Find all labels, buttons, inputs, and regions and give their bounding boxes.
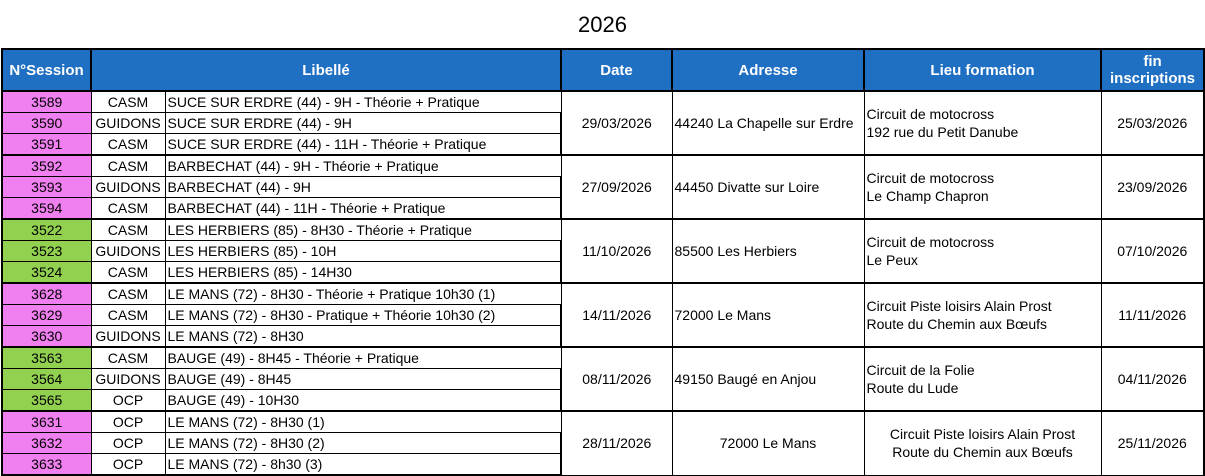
session-number-cell: 3524	[2, 262, 91, 284]
fin-inscriptions-cell: 25/11/2026	[1101, 411, 1204, 475]
libelle-cell: LE MANS (72) - 8H30 - Théorie + Pratique 10h30 (1)	[165, 283, 561, 305]
session-number-cell: 3594	[2, 198, 91, 220]
table-row	[2, 91, 1204, 113]
header-libelle: Libellé	[91, 49, 561, 91]
session-number-cell: 3630	[2, 326, 91, 348]
header-row	[2, 49, 1204, 91]
table-row	[2, 411, 1204, 433]
lieu-formation-cell	[864, 283, 1101, 347]
date-cell: 08/11/2026	[561, 347, 672, 411]
session-type-cell: OCP	[91, 390, 165, 412]
header-fin-line1: fin	[1143, 53, 1162, 70]
header-fin-inscriptions	[1101, 49, 1204, 91]
session-number-cell: 3589	[2, 91, 91, 113]
session-type-cell: GUIDONS	[91, 113, 165, 134]
libelle-cell: LES HERBIERS (85) - 14H30	[165, 262, 561, 284]
libelle-cell: LES HERBIERS (85) - 8H30 - Théorie + Pratique	[165, 219, 561, 241]
fin-inscriptions-cell: 11/11/2026	[1101, 283, 1204, 347]
libelle-cell: BARBECHAT (44) - 9H - Théorie + Pratique	[165, 155, 561, 177]
session-type-cell: CASM	[91, 305, 165, 326]
table-row	[2, 283, 1204, 305]
libelle-cell: SUCE SUR ERDRE (44) - 9H	[165, 113, 561, 134]
libelle-cell: LE MANS (72) - 8h30 (3)	[165, 454, 561, 476]
fin-inscriptions-cell: 25/03/2026	[1101, 91, 1204, 155]
adresse-cell: 49150 Baugé en Anjou	[672, 347, 864, 411]
session-number-cell: 3563	[2, 347, 91, 369]
fin-inscriptions-cell: 04/11/2026	[1101, 347, 1204, 411]
header-lieu: Lieu formation	[864, 49, 1101, 91]
adresse-cell: 72000 Le Mans	[672, 411, 864, 475]
session-number-cell: 3593	[2, 177, 91, 198]
header-session: N°Session	[2, 49, 91, 91]
libelle-cell: BAUGE (49) - 8H45 - Théorie + Pratique	[165, 347, 561, 369]
header-date: Date	[561, 49, 672, 91]
session-type-cell: GUIDONS	[91, 369, 165, 390]
session-type-cell: GUIDONS	[91, 177, 165, 198]
lieu-formation-cell	[864, 411, 1101, 475]
session-type-cell: CASM	[91, 283, 165, 305]
session-type-cell: CASM	[91, 347, 165, 369]
libelle-cell: BAUGE (49) - 8H45	[165, 369, 561, 390]
lieu-formation-cell	[864, 155, 1101, 219]
lieu-line: Circuit de motocross	[866, 234, 995, 250]
session-type-cell: CASM	[91, 219, 165, 241]
lieu-line: Circuit Piste loisirs Alain Prost	[866, 298, 1052, 314]
session-type-cell: OCP	[91, 454, 165, 476]
lieu-line: Circuit de la Folie	[866, 362, 975, 378]
lieu-line: Route du Chemin aux Bœufs	[866, 316, 1048, 332]
session-number-cell: 3628	[2, 283, 91, 305]
session-number-cell: 3632	[2, 433, 91, 454]
date-cell: 28/11/2026	[561, 411, 672, 475]
header-fin-line2: inscriptions	[1110, 70, 1196, 87]
session-number-cell: 3592	[2, 155, 91, 177]
libelle-cell: BARBECHAT (44) - 11H - Théorie + Pratique	[165, 198, 561, 220]
table-row	[2, 347, 1204, 369]
session-number-cell: 3631	[2, 411, 91, 433]
adresse-cell: 44450 Divatte sur Loire	[672, 155, 864, 219]
adresse-cell: 85500 Les Herbiers	[672, 219, 864, 283]
session-type-cell: CASM	[91, 91, 165, 113]
libelle-cell: BARBECHAT (44) - 9H	[165, 177, 561, 198]
adresse-cell: 44240 La Chapelle sur Erdre	[672, 91, 864, 155]
date-cell: 29/03/2026	[561, 91, 672, 155]
libelle-cell: SUCE SUR ERDRE (44) - 11H - Théorie + Pratique	[165, 134, 561, 156]
lieu-line: Circuit de motocross	[866, 106, 995, 122]
fin-inscriptions-cell: 07/10/2026	[1101, 219, 1204, 283]
session-type-cell: OCP	[91, 411, 165, 433]
sessions-body	[2, 91, 1204, 475]
libelle-cell: LE MANS (72) - 8H30 - Pratique + Théorie 10h30 (2)	[165, 305, 561, 326]
session-number-cell: 3522	[2, 219, 91, 241]
session-type-cell: OCP	[91, 433, 165, 454]
session-number-cell: 3591	[2, 134, 91, 156]
lieu-line: Route du Chemin aux Bœufs	[892, 444, 1073, 461]
libelle-cell: BAUGE (49) - 10H30	[165, 390, 561, 412]
lieu-line: Route du Lude	[866, 380, 959, 396]
session-number-cell: 3633	[2, 454, 91, 476]
lieu-line: Le Champ Chapron	[866, 188, 989, 204]
libelle-cell: LE MANS (72) - 8H30	[165, 326, 561, 348]
lieu-line: Circuit de motocross	[866, 170, 995, 186]
session-number-cell: 3564	[2, 369, 91, 390]
libelle-cell: LE MANS (72) - 8H30 (1)	[165, 411, 561, 433]
session-number-cell: 3590	[2, 113, 91, 134]
adresse-cell: 72000 Le Mans	[672, 283, 864, 347]
lieu-line: Circuit Piste loisirs Alain Prost	[889, 426, 1076, 443]
date-cell: 11/10/2026	[561, 219, 672, 283]
session-type-cell: CASM	[91, 198, 165, 220]
libelle-cell: SUCE SUR ERDRE (44) - 9H - Théorie + Pratique	[165, 91, 561, 113]
session-type-cell: CASM	[91, 155, 165, 177]
session-number-cell: 3523	[2, 241, 91, 262]
libelle-cell: LES HERBIERS (85) - 10H	[165, 241, 561, 262]
lieu-formation-cell	[864, 91, 1101, 155]
session-number-cell: 3629	[2, 305, 91, 326]
page-title: 2026	[578, 12, 627, 37]
fin-inscriptions-cell: 23/09/2026	[1101, 155, 1204, 219]
sessions-table	[1, 48, 1205, 476]
date-cell: 14/11/2026	[561, 283, 672, 347]
session-type-cell: CASM	[91, 262, 165, 284]
table-row	[2, 219, 1204, 241]
session-type-cell: CASM	[91, 134, 165, 156]
lieu-line: 192 rue du Petit Danube	[866, 124, 1019, 140]
session-number-cell: 3565	[2, 390, 91, 412]
session-type-cell: GUIDONS	[91, 241, 165, 262]
table-row	[2, 155, 1204, 177]
lieu-formation-cell	[864, 219, 1101, 283]
lieu-formation-cell	[864, 347, 1101, 411]
date-cell: 27/09/2026	[561, 155, 672, 219]
lieu-line: Le Peux	[866, 252, 918, 268]
libelle-cell: LE MANS (72) - 8H30 (2)	[165, 433, 561, 454]
header-adresse: Adresse	[672, 49, 864, 91]
session-type-cell: GUIDONS	[91, 326, 165, 348]
